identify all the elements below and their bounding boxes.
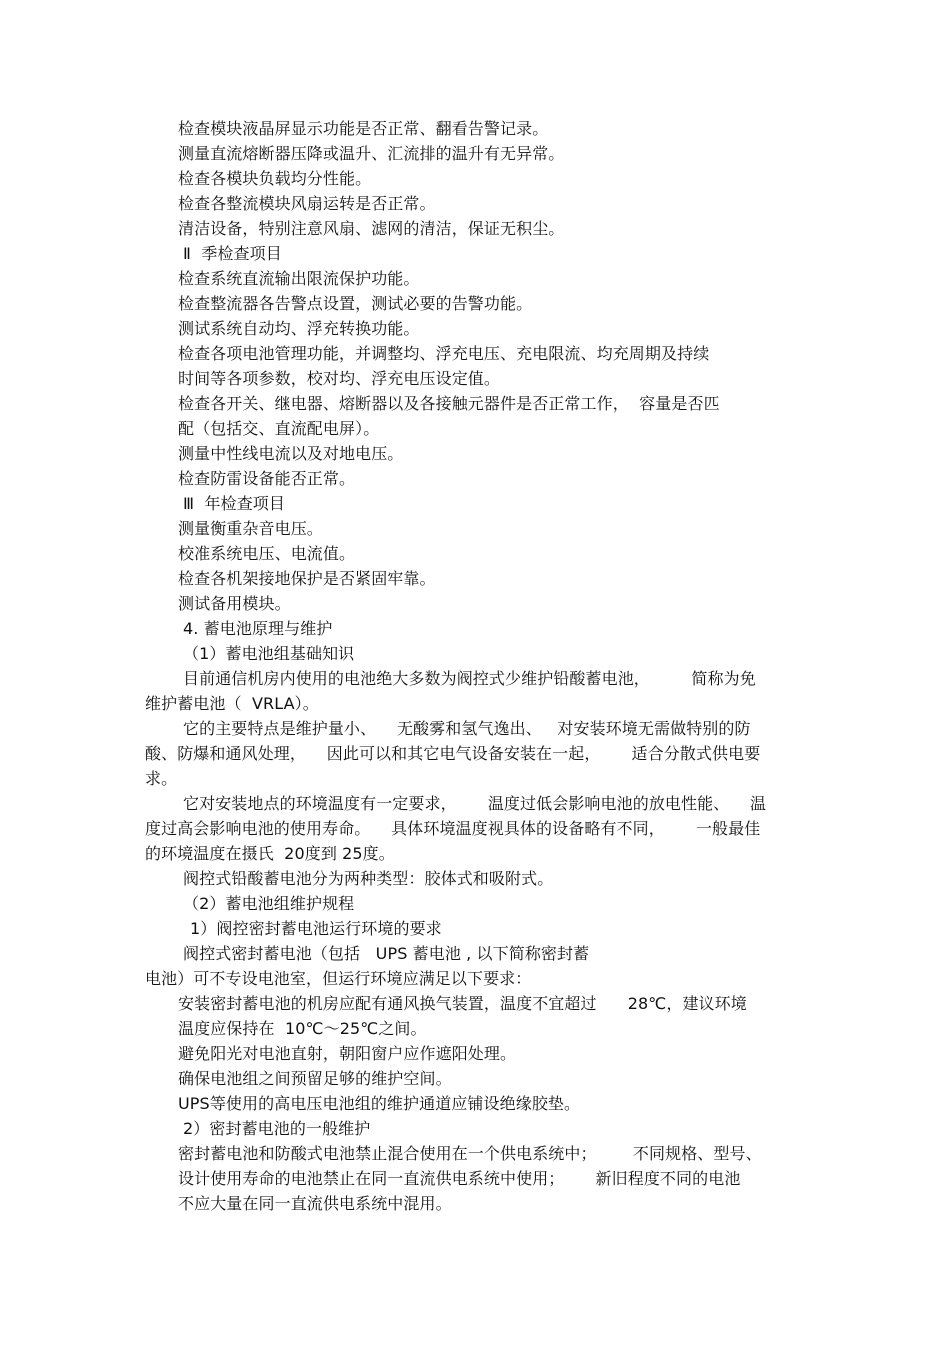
text-line: 测量直流熔断器压降或温升、汇流排的温升有无异常。 [178, 144, 565, 163]
text-line: 检查系统直流输出限流保护功能。 [178, 269, 420, 288]
text-line: 检查防雷设备能否正常。 [178, 469, 356, 488]
text-line: 检查各机架接地保护是否紧固牢靠。 [178, 569, 436, 588]
text-line: 配（包括交、直流配电屏）。 [178, 419, 380, 438]
text-line: 校准系统电压、电流值。 [178, 544, 356, 563]
text-line: 检查各项电池管理功能，并调整均、浮充电压、充电限流、均充周期及持续 [178, 344, 710, 363]
text-line: 度过高会影响电池的使用寿命。 具体环境温度视具体的设备略有不同， 一般最佳 [145, 819, 761, 838]
section-heading: Ⅱ 季检查项目 [183, 244, 282, 263]
text-line: 它的主要特点是维护量小、 无酸雾和氢气逸出、 对安装环境无需做特别的防 [183, 719, 751, 738]
text-line: 检查模块液晶屏显示功能是否正常、翻看告警记录。 [178, 119, 549, 138]
text-line: 清洁设备，特别注意风扇、滤网的清洁，保证无积尘。 [178, 219, 565, 238]
subsection-heading: 1）阀控密封蓄电池运行环境的要求 [190, 919, 442, 938]
section-heading: Ⅲ 年检查项目 [183, 494, 286, 513]
text-line: 时间等各项参数，校对均、浮充电压设定值。 [178, 369, 501, 388]
text-line: 检查各开关、继电器、熔断器以及各接触元器件是否正常工作， 容量是否匹 [178, 394, 720, 413]
subsection-heading: （2）蓄电池组维护规程 [183, 894, 355, 913]
text-line: 测量衡重杂音电压。 [178, 519, 323, 538]
text-line: 酸、防爆和通风处理， 因此可以和其它电气设备安装在一起， 适合分散式供电要 [145, 744, 761, 763]
section-heading: 4. 蓄电池原理与维护 [183, 619, 333, 638]
text-line: 避免阳光对电池直射，朝阳窗户应作遮阳处理。 [178, 1044, 517, 1063]
text-line: 的环境温度在摄氏 20度到 25度。 [145, 844, 395, 863]
text-line: 阀控式密封蓄电池（包括 UPS 蓄电池 , 以下简称密封蓄 [183, 944, 590, 963]
text-line: 安装密封蓄电池的机房应配有通风换气装置，温度不宜超过 28℃，建议环境 [178, 994, 747, 1013]
text-line: 确保电池组之间预留足够的维护空间。 [178, 1069, 452, 1088]
text-line: 阀控式铅酸蓄电池分为两种类型：胶体式和吸附式。 [183, 869, 554, 888]
subsection-heading: （1）蓄电池组基础知识 [183, 644, 355, 663]
subsection-heading: 2）密封蓄电池的一般维护 [183, 1119, 371, 1138]
text-line: 它对安装地点的环境温度有一定要求， 温度过低会影响电池的放电性能、 温 [183, 794, 767, 813]
text-line: 维护蓄电池（ VRLA）。 [145, 694, 319, 713]
text-line: 测量中性线电流以及对地电压。 [178, 444, 404, 463]
text-line: 检查各整流模块风扇运转是否正常。 [178, 194, 436, 213]
text-line: 温度应保持在 10℃～25℃之间。 [178, 1019, 427, 1038]
text-line: 密封蓄电池和防酸式电池禁止混合使用在一个供电系统中； 不同规格、型号、 [178, 1144, 762, 1163]
text-line: 测试备用模块。 [178, 594, 291, 613]
text-line: 电池）可不专设电池室，但运行环境应满足以下要求： [145, 969, 532, 988]
text-line: UPS等使用的高电压电池组的维护通道应铺设绝缘胶垫。 [178, 1094, 581, 1113]
text-line: 测试系统自动均、浮充转换功能。 [178, 319, 420, 338]
text-line: 求。 [145, 769, 178, 788]
text-line: 目前通信机房内使用的电池绝大多数为阀控式少维护铅酸蓄电池， 简称为免 [183, 669, 756, 688]
text-line: 检查各模块负载均分性能。 [178, 169, 372, 188]
text-line: 不应大量在同一直流供电系统中混用。 [178, 1194, 452, 1213]
text-line: 检查整流器各告警点设置，测试必要的告警功能。 [178, 294, 533, 313]
text-line: 设计使用寿命的电池禁止在同一直流供电系统中使用； 新旧程度不同的电池 [178, 1169, 741, 1188]
